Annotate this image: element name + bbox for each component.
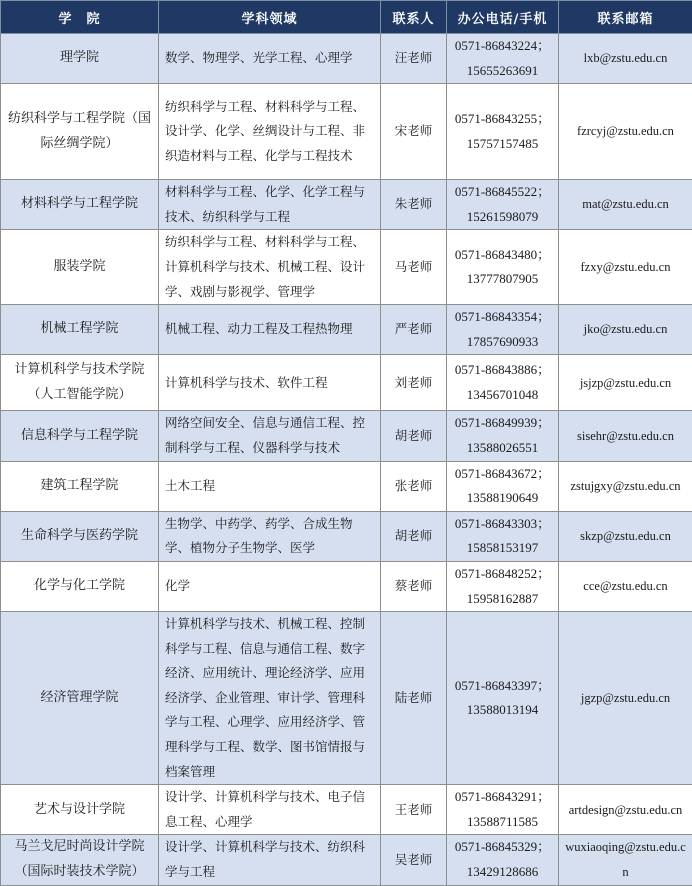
contact-cell: 王老师: [381, 785, 447, 835]
email-cell[interactable]: jko@zstu.edu.cn: [559, 305, 692, 355]
phone-cell: 0571-86843224；15655263691: [447, 34, 559, 84]
field-cell: 纺织科学与工程、材料科学与工程、设计学、化学、丝绸设计与工程、非织造材料与工程、化学与工程技术: [159, 84, 381, 180]
contact-cell: 严老师: [381, 305, 447, 355]
field-cell: 生物学、中药学、药学、合成生物学、植物分子生物学、医学: [159, 511, 381, 561]
college-cell: 材料科学与工程学院: [1, 180, 159, 230]
phone-cell: 0571-86843303；15858153197: [447, 511, 559, 561]
phone-cell: 0571-86843255；15757157485: [447, 84, 559, 180]
college-cell: 艺术与设计学院: [1, 785, 159, 835]
header-phone: 办公电话/手机: [447, 1, 559, 34]
contact-cell: 刘老师: [381, 355, 447, 411]
header-field: 学科领域: [159, 1, 381, 34]
email-cell[interactable]: mat@zstu.edu.cn: [559, 180, 692, 230]
phone-cell: 0571-86843672；13588190649: [447, 461, 559, 511]
email-cell[interactable]: fzrcyj@zstu.edu.cn: [559, 84, 692, 180]
email-cell[interactable]: jgzp@zstu.edu.cn: [559, 612, 692, 785]
contact-cell: 马老师: [381, 230, 447, 305]
table-row: [1, 511, 692, 561]
header-email: 联系邮箱: [559, 1, 692, 34]
college-cell: 纺织科学与工程学院（国际丝绸学院）: [1, 84, 159, 180]
table-row: [1, 305, 692, 355]
phone-cell: 0571-86849939；13588026551: [447, 411, 559, 461]
email-cell[interactable]: wuxiaoqing@zstu.edu.cn: [559, 835, 692, 885]
table-header-row: [1, 1, 692, 34]
email-cell[interactable]: skzp@zstu.edu.cn: [559, 511, 692, 561]
phone-cell: 0571-86843291；13588711585: [447, 785, 559, 835]
contact-cell: 蔡老师: [381, 561, 447, 611]
field-cell: 计算机科学与技术、软件工程: [159, 355, 381, 411]
field-cell: 土木工程: [159, 461, 381, 511]
field-cell: 材料科学与工程、化学、化学工程与技术、纺织科学与工程: [159, 180, 381, 230]
phone-cell: 0571-86843886；13456701048: [447, 355, 559, 411]
table-row: [1, 835, 692, 885]
phone-cell: 0571-86843480；13777807905: [447, 230, 559, 305]
table-row: [1, 612, 692, 785]
field-cell: 网络空间安全、信息与通信工程、控制科学与工程、仪器科学与技术: [159, 411, 381, 461]
contact-cell: 宋老师: [381, 84, 447, 180]
college-cell: 服装学院: [1, 230, 159, 305]
college-cell: 机械工程学院: [1, 305, 159, 355]
header-contact: 联系人: [381, 1, 447, 34]
contact-cell: 胡老师: [381, 511, 447, 561]
field-cell: 纺织科学与工程、材料科学与工程、计算机科学与技术、机械工程、设计学、戏剧与影视学、管理学: [159, 230, 381, 305]
table-row: [1, 355, 692, 411]
field-cell: 设计学、计算机科学与技术、电子信息工程、心理学: [159, 785, 381, 835]
college-cell: 马兰戈尼时尚设计学院（国际时装技术学院）: [1, 835, 159, 885]
table-row: [1, 84, 692, 180]
field-cell: 机械工程、动力工程及工程热物理: [159, 305, 381, 355]
contact-cell: 胡老师: [381, 411, 447, 461]
email-cell[interactable]: cce@zstu.edu.cn: [559, 561, 692, 611]
contact-cell: 吴老师: [381, 835, 447, 885]
field-cell: 计算机科学与技术、机械工程、控制科学与工程、信息与通信工程、数字经济、应用统计、理论经济学、应用经济学、企业管理、审计学、管理科学与工程、心理学、应用经济学、管理科学与工程、数学、图书馆情报与档案管理: [159, 612, 381, 785]
table-row: [1, 461, 692, 511]
college-cell: 信息科学与工程学院: [1, 411, 159, 461]
phone-cell: 0571-86843354；17857690933: [447, 305, 559, 355]
table-row: [1, 411, 692, 461]
phone-cell: 0571-86845329；13429128686: [447, 835, 559, 885]
college-cell: 化学与化工学院: [1, 561, 159, 611]
contact-cell: 张老师: [381, 461, 447, 511]
college-cell: 建筑工程学院: [1, 461, 159, 511]
table-row: [1, 34, 692, 84]
college-cell: 计算机科学与技术学院（人工智能学院）: [1, 355, 159, 411]
email-cell[interactable]: jsjzp@zstu.edu.cn: [559, 355, 692, 411]
field-cell: 设计学、计算机科学与技术、纺织科学与工程: [159, 835, 381, 885]
table-row: [1, 230, 692, 305]
email-cell[interactable]: fzxy@zstu.edu.cn: [559, 230, 692, 305]
phone-cell: 0571-86843397；13588013194: [447, 612, 559, 785]
phone-cell: 0571-86848252；15958162887: [447, 561, 559, 611]
college-cell: 经济管理学院: [1, 612, 159, 785]
email-cell[interactable]: artdesign@zstu.edu.cn: [559, 785, 692, 835]
college-cell: 理学院: [1, 34, 159, 84]
contact-cell: 汪老师: [381, 34, 447, 84]
header-college: 学 院: [1, 1, 159, 34]
field-cell: 数学、物理学、光学工程、心理学: [159, 34, 381, 84]
college-cell: 生命科学与医药学院: [1, 511, 159, 561]
table-row: [1, 785, 692, 835]
table-body: [1, 34, 692, 886]
contact-cell: 朱老师: [381, 180, 447, 230]
table-row: [1, 180, 692, 230]
phone-cell: 0571-86845522；15261598079: [447, 180, 559, 230]
email-cell[interactable]: sisehr@zstu.edu.cn: [559, 411, 692, 461]
contact-cell: 陆老师: [381, 612, 447, 785]
field-cell: 化学: [159, 561, 381, 611]
email-cell[interactable]: lxb@zstu.edu.cn: [559, 34, 692, 84]
email-cell[interactable]: zstujgxy@zstu.edu.cn: [559, 461, 692, 511]
table-row: [1, 561, 692, 611]
